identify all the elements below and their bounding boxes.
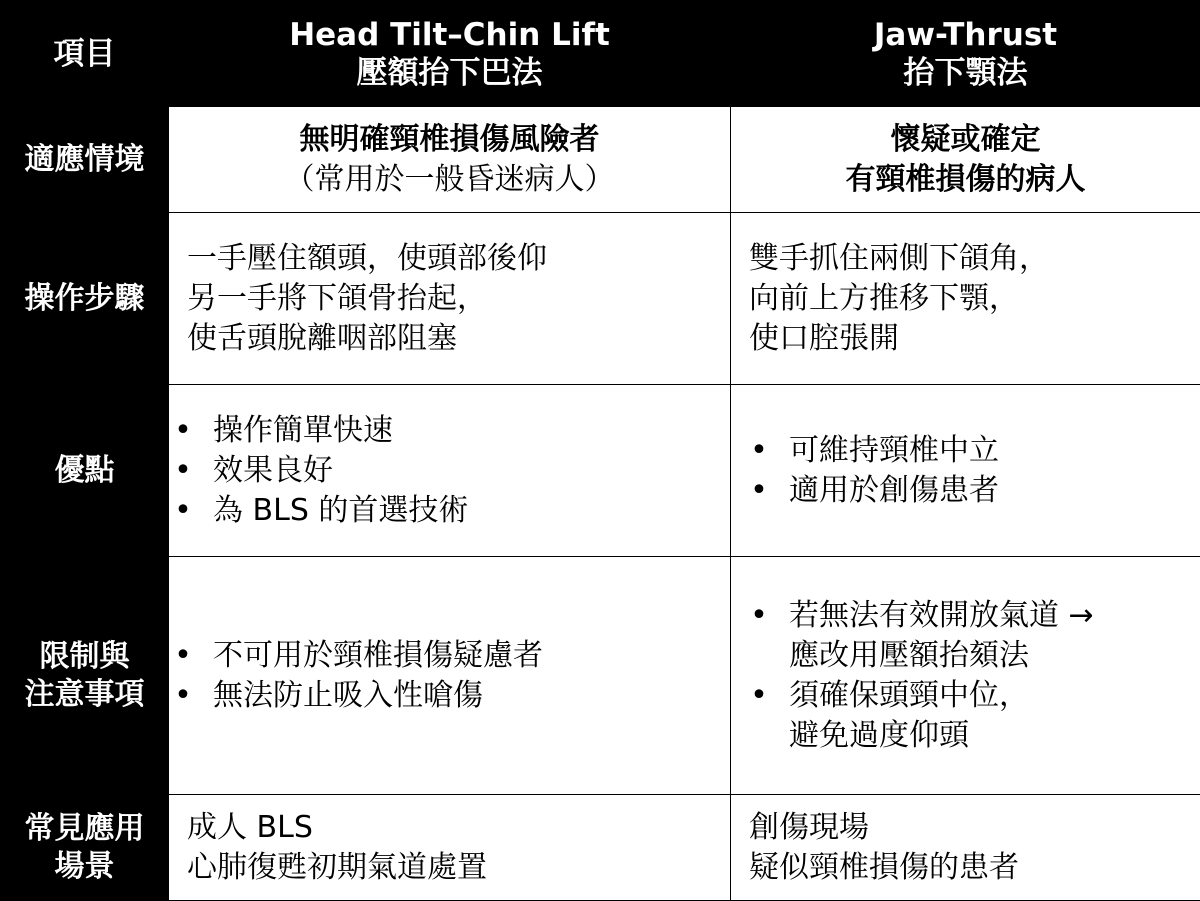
- limits-col2-cell: [731, 557, 1200, 795]
- scenarios-col2-cell: [731, 795, 1200, 901]
- advantages-col2-list: [745, 431, 1200, 511]
- list-item: [745, 596, 1200, 676]
- bullet-icon: •: [173, 451, 193, 491]
- list-item: [169, 411, 730, 451]
- row-situation: [1, 107, 1200, 213]
- row-label-situation: [1, 107, 169, 213]
- scenarios-col2-line: 創傷現場: [749, 808, 1200, 848]
- list-item-text: 應改用壓額抬頦法: [789, 636, 1200, 676]
- steps-col2-line: 雙手抓住兩側下頜角，: [749, 239, 1200, 279]
- situation-col2-cell: [731, 107, 1200, 213]
- row-scenarios: [1, 795, 1200, 901]
- steps-col2-line: 向前上方推移下顎，: [749, 279, 1200, 319]
- list-item-text: 可維持頸椎中立: [789, 433, 999, 468]
- header-col2-title: Jaw-Thrust: [731, 16, 1200, 54]
- situation-col2-line: 有頸椎損傷的病人: [731, 160, 1200, 200]
- header-col1-subtitle: 壓額抬下巴法: [169, 54, 730, 92]
- list-item: [745, 471, 1200, 511]
- limits-col1-cell: [169, 557, 731, 795]
- bullet-icon: •: [173, 411, 193, 451]
- row-label-text: 適應情境: [25, 142, 145, 177]
- row-advantages: [1, 385, 1200, 557]
- list-item-text: 效果良好: [213, 453, 333, 488]
- advantages-col1-cell: [169, 385, 731, 557]
- list-item-text: 為 BLS 的首選技術: [213, 493, 468, 528]
- row-label-limits: [1, 557, 169, 795]
- row-label-advantages: [1, 385, 169, 557]
- steps-col1-line: 使舌頭脫離咽部阻塞: [187, 319, 730, 359]
- bullet-icon: •: [749, 431, 769, 471]
- list-item-text: 適用於創傷患者: [789, 473, 999, 508]
- bullet-icon: •: [749, 596, 769, 636]
- row-limits: [1, 557, 1200, 795]
- advantages-col2-cell: [731, 385, 1200, 557]
- header-col2-subtitle: 抬下顎法: [731, 54, 1200, 92]
- limits-col2-list: [745, 596, 1200, 756]
- list-item: [169, 451, 730, 491]
- list-item-text: 操作簡單快速: [213, 413, 393, 448]
- steps-col1-line: 一手壓住額頭，使頭部後仰: [187, 239, 730, 279]
- steps-col2-cell: [731, 213, 1200, 385]
- row-label-text: 常見應用: [1, 810, 168, 848]
- list-item: [169, 491, 730, 531]
- bullet-icon: •: [749, 676, 769, 716]
- scenarios-col1-line: 成人 BLS: [187, 808, 730, 848]
- advantages-col1-list: [169, 411, 730, 531]
- row-label-text: 限制與: [1, 638, 168, 676]
- row-steps: [1, 213, 1200, 385]
- header-item-label: 項目: [54, 36, 116, 72]
- list-item: [745, 676, 1200, 756]
- situation-col1-line: 無明確頸椎損傷風險者: [169, 120, 730, 160]
- steps-col1-line: 另一手將下頜骨抬起，: [187, 279, 730, 319]
- situation-col1-cell: [169, 107, 731, 213]
- situation-col1-line: （常用於一般昏迷病人）: [169, 160, 730, 200]
- row-label-text: 操作步驟: [25, 281, 145, 316]
- row-label-scenarios: [1, 795, 169, 901]
- bullet-icon: •: [173, 636, 193, 676]
- steps-col1-cell: [169, 213, 731, 385]
- list-item-text: 避免過度仰頭: [789, 716, 1200, 756]
- list-item: [169, 676, 730, 716]
- row-label-text: 優點: [55, 453, 115, 488]
- row-label-text: 場景: [1, 848, 168, 886]
- scenarios-col1-line: 心肺復甦初期氣道處置: [187, 848, 730, 888]
- list-item: [169, 636, 730, 676]
- scenarios-col2-line: 疑似頸椎損傷的患者: [749, 848, 1200, 888]
- row-label-text: 注意事項: [1, 676, 168, 714]
- row-label-steps: [1, 213, 169, 385]
- header-col1-title: Head Tilt–Chin Lift: [169, 16, 730, 54]
- bullet-icon: •: [749, 471, 769, 511]
- header-item-cell: [1, 1, 169, 107]
- limits-col1-list: [169, 636, 730, 716]
- header-col1-cell: [169, 1, 731, 107]
- situation-col2-line: 懷疑或確定: [731, 120, 1200, 160]
- list-item-text: 不可用於頸椎損傷疑慮者: [213, 638, 543, 673]
- scenarios-col1-cell: [169, 795, 731, 901]
- list-item-text: 須確保頭頸中位，: [789, 676, 1200, 716]
- list-item-text: 無法防止吸入性嗆傷: [213, 678, 483, 713]
- list-item-text: 若無法有效開放氣道 →: [789, 596, 1200, 636]
- header-col2-cell: [731, 1, 1200, 107]
- header-row: [1, 1, 1200, 107]
- bullet-icon: •: [173, 491, 193, 531]
- bullet-icon: •: [173, 676, 193, 716]
- list-item: [745, 431, 1200, 471]
- steps-col2-line: 使口腔張開: [749, 319, 1200, 359]
